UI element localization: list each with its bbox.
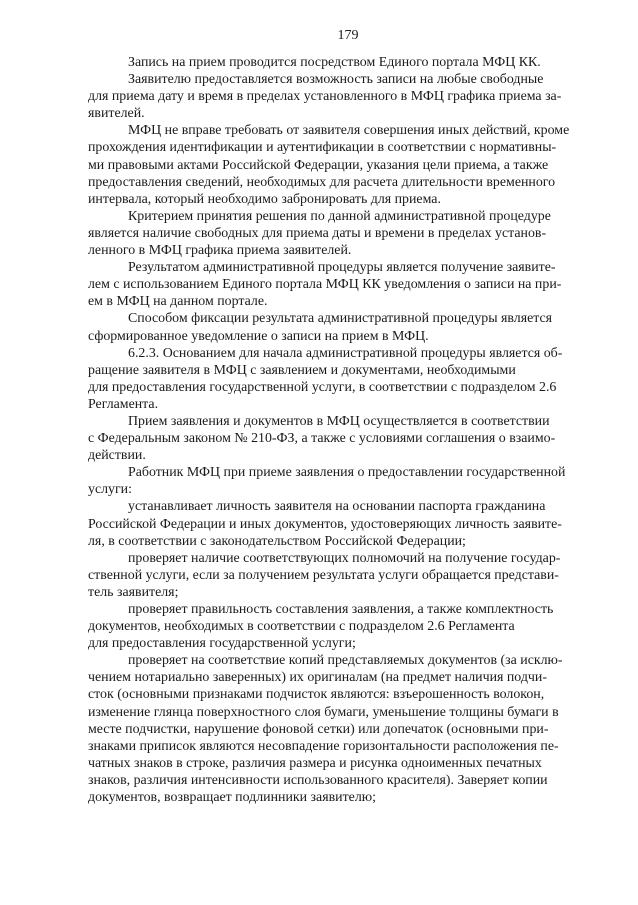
paragraph: Способом фиксации результата административной процедуры является сформированное уведомление о записи на прием в МФЦ. — [88, 311, 553, 344]
list-item: устанавливает личность заявителя на основании паспорта гражданина Российской Федерации и иных документов, удостоверяющих личность заявите- ля, в соответствии с законодательством Российской Федерации; — [88, 499, 562, 549]
paragraph: Запись на прием проводится посредством Единого портала МФЦ КК. — [128, 55, 541, 70]
body-text — [88, 54, 600, 806]
document-page — [88, 27, 600, 806]
paragraph: 6.2.3. Основанием для начала административной процедуры является об- ращение заявителя в МФЦ с заявлением и документами, необходимыми для предоставления государственной услуги, в соответствии с подразделом 2.6 Регламента. — [88, 345, 563, 412]
paragraph: Результатом административной процедуры является получение заявите- лем с использованием Единого портала МФЦ КК уведомления о записи на при- ем в МФЦ на данном портале. — [88, 260, 562, 310]
page-number: 179 — [337, 28, 359, 43]
paragraph: Заявителю предоставляется возможность записи на любые свободные для приема дату и время в пределах установленного в МФЦ графика приема за- явителей. — [88, 72, 562, 122]
list-item: проверяет наличие соответствующих полномочий на получение государ- ственной услуги, если за получением результата услуги обращается представи- тель заявителя; — [88, 550, 561, 600]
list-item: проверяет на соответствие копий представляемых документов (за исклю- чением нотариально заверенных) их оригиналам (на предмет наличия подчи- сток (основными признаками подчисток являются: взъерошенность волокон, изменение глянца поверхностного слоя бумаги, уменьшение толщины бумаги в месте подчистки, нарушение фоновой сетки) или допечаток (основными при- знаками приписок являются несовпадение горизонтальности расположения пе- чатных знаков в строке, различия размера и рисунка одноименных печатных знаков, различия интенсивности использованного красителя). Заверяет копии документов, возвращает подлинники заявителю; — [88, 653, 563, 806]
paragraph: Прием заявления и документов в МФЦ осуществляется в соответствии с Федеральным законом № 210-ФЗ, а также с условиями соглашения о взаимо- действии. — [88, 413, 556, 464]
paragraph: Критерием принятия решения по данной административной процедуре является наличие свободных для приема даты и времени в пределах установ- ленного в МФЦ графика приема заявителей. — [88, 208, 551, 259]
paragraph: Работник МФЦ при приеме заявления о предоставлении государственной услуги: — [88, 465, 566, 498]
list-item: проверяет правильность составления заявления, а также комплектность документов, необходимых в соответствии с подразделом 2.6 Регламента для предоставления государственной услуги; — [88, 602, 554, 652]
paragraph: МФЦ не вправе требовать от заявителя совершения иных действий, кроме прохождения идентификации и аутентификации в соответствии с нормативны- ми правовыми актами Российской Федерации, указания цели приема, а также предоставления сведений, необходимых для расчета длительности временного интервала, который необходимо забронировать для приема. — [88, 123, 570, 207]
